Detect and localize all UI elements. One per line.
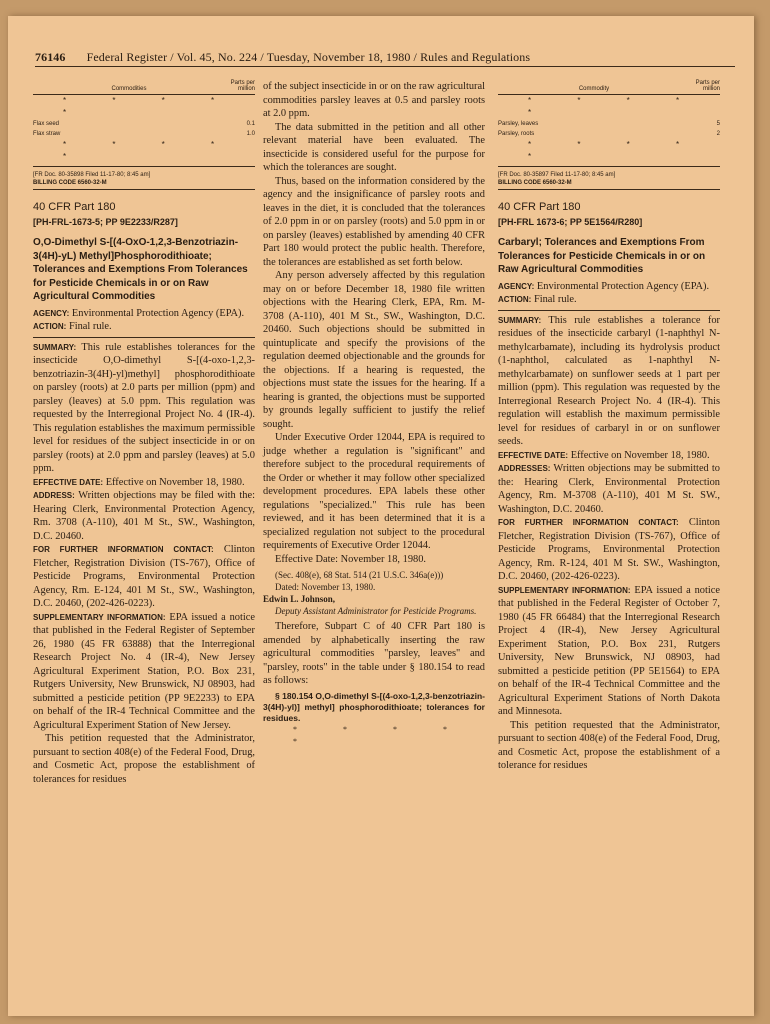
- effective-date-line: Effective Date: November 18, 1980.: [275, 553, 426, 565]
- effective-paragraph: [33, 476, 255, 490]
- table-row: [33, 119, 255, 129]
- section-heading: § 180.154 O,O-dimethyl S-[(4-oxo-1,2,3-benzotriazin-3(4H)-yl)] methyl] phosphorodithioate; tolerances for residues.: [263, 690, 485, 723]
- table-cell-commodity: Parsley, roots: [498, 131, 535, 137]
- table-ellipsis: * * * * *: [528, 140, 702, 161]
- agency-text: Environmental Protection Agency (EPA).: [71, 307, 245, 319]
- table-ellipsis: * * * * *: [63, 96, 237, 117]
- divider: [33, 166, 255, 167]
- supplementary-paragraph: [33, 611, 255, 733]
- statute-citation: (Sec. 408(e), 68 Stat. 514 (21 U.S.C. 346a(e))): [275, 570, 444, 580]
- summary-text: This rule establishes a tolerance for residues of the insecticide carbaryl (1-naphthyl N-methylcarbamate), including its hydrolysis product (1-naphthol, calculated as 1-naphthyl N-methylcarbamate) on sunflower seeds at 1 part per million (ppm). This regulation was requested by the Interregional Research Project No. 4 (IR-4). This regulation will establish the maximum permissible level for residues of carbaryl in or on sunflower seeds.: [498, 314, 720, 447]
- rule-title: O,O-Dimethyl S-[(4-OxO-1,2,3-Benzotriazin-3(4H)-yL) Methyl]Phosphorodithioate; Tolerances and Exemptions From Tolerances for Pesticide Chemicals in or on Raw Agricultural Commodities: [33, 237, 248, 302]
- agency-label: AGENCY:: [498, 281, 535, 291]
- table-row: [498, 129, 720, 139]
- action-label: ACTION:: [498, 295, 532, 304]
- supplementary-label: SUPPLEMENTARY INFORMATION:: [498, 585, 631, 595]
- effective-text: Effective on November 18, 1980.: [105, 476, 245, 488]
- action-paragraph: [33, 320, 255, 334]
- effective-label: EFFECTIVE DATE:: [498, 450, 569, 460]
- divider: [498, 189, 720, 190]
- signer-name: Edwin L. Johnson,: [263, 594, 336, 604]
- summary-text: This rule establishes tolerances for the insecticide O,O-dimethyl S-[(4-oxo-1,2,3-benzotriazin-3(4H)-yl)methyl] phosphorodithioate on parsley (roots) at 2.0 parts per million (ppm) and parsley (leaves) at 5.0 ppm. This regulation was requested by the Interregional Project No. 4 (IR-4). This regulation establishes the maximum permissible level for residues of the subject insecticide in or on parsley (roots) at 2.0 ppm and parsley (leaves) at 5.0 ppm.: [33, 341, 255, 474]
- body-paragraph: Any person adversely affected by this regulation may on or before December 18, 1980 file written objections with the Hearing Clerk, EPA, Rm. M-3708 (A-110), 401 M St., SW., Washington, D.C. 20460. Such objections should be submitted in quintuplicate and specify the provisions of the regulation deemed objectionable and the grounds for the objections. If a hearing is requested, the objections must state the issues for the hearing. If a hearing is granted, the objections must be supported by grounds legally sufficient to justify the relief sought.: [263, 270, 485, 430]
- summary-paragraph: [33, 341, 255, 476]
- agency-paragraph: [498, 280, 720, 294]
- body-paragraph: The data submitted in the petition and all other relevant material have been evaluated. The insecticide is considered useful for the purpose for which the tolerances are sought.: [263, 121, 485, 173]
- divider: [498, 310, 720, 311]
- summary-label: SUMMARY:: [33, 342, 77, 352]
- divider: [33, 337, 255, 338]
- action-text: Final rule.: [68, 321, 112, 332]
- table-header-ppm: Parts per million: [695, 80, 720, 92]
- page-number: 76146: [35, 50, 66, 64]
- table-cell-commodity: Parsley, leaves: [498, 121, 539, 127]
- table-header-ppm: Parts per million: [230, 80, 255, 92]
- address-paragraph: [33, 489, 255, 543]
- fr-doc-line: [FR Doc. 80-35898 Filed 11-17-80; 8:45 am]: [33, 172, 151, 178]
- rule-title: Carbaryl; Tolerances and Exemptions From Tolerances for Pesticide Chemicals in or on Raw Agricultural Commodities: [498, 237, 706, 275]
- petition-paragraph: This petition requested that the Administrator, pursuant to section 408(e) of the Federal Food, Drug, and Cosmetic Act, propose the establishment of tolerances for residues: [33, 733, 255, 785]
- summary-paragraph: [498, 314, 720, 449]
- table-header: [33, 80, 255, 95]
- table-row: [498, 119, 720, 129]
- table-ellipsis: * * * * *: [63, 140, 237, 161]
- agency-paragraph: [33, 307, 255, 321]
- summary-label: SUMMARY:: [498, 315, 542, 325]
- agency-label: AGENCY:: [33, 308, 70, 318]
- address-paragraph: [498, 462, 720, 516]
- table-header: [498, 80, 720, 95]
- further-info-paragraph: [33, 543, 255, 611]
- body-paragraph: Under Executive Order 12044, EPA is required to judge whether a regulation is "significant" and therefore subject to the procedural requirements of the Order or whether it may follow other specialized development procedures. EPA labels these other regulations "specialized." This rule has been reviewed, and it has been determined that it is a specialized regulation not subject to the procedural requirements of Executive Order 12044.: [263, 432, 485, 551]
- divider: [498, 166, 720, 167]
- supplementary-text: EPA issued a notice that published in the Federal Register of October 7, 1980 (45 FR 66484) that the Interregional Research Project 4 (IR-4), New Jersey Agricultural Experiment Station, P.O. Box 231, Rutgers University, New Brunswick, NJ 08903, had submitted a pesticide petition (PP 5E1564) to EPA on behalf of the IR-4 Technical Committee and the Agricultural Experiment Stations of North Dakota and Minnesota.: [498, 584, 720, 717]
- table-header-commodity: Commodity: [578, 86, 610, 92]
- effective-paragraph: [498, 449, 720, 463]
- body-paragraph: of the subject insecticide in or on the raw agricultural commodities parsley leaves at 0.5 and parsley roots at 2.0 ppm.: [263, 81, 485, 119]
- effective-label: EFFECTIVE DATE:: [33, 477, 104, 487]
- effective-text: Effective on November 18, 1980.: [570, 449, 710, 461]
- supplementary-text: EPA issued a notice that published in the Federal Register of September 26, 1980 (45 FR 63888) that the Interregional Research Project No. 4 (IR-4), New Jersey Agricultural Experiment Station, P.O. Box 231, Rutgers University, New Brunswick, NJ 08903, had submitted a pesticide petition (PP 9E2233) to EPA on behalf of the IR-4 Technical Committee and the Agricultural Experiment Station of New Jersey.: [33, 611, 255, 731]
- page-header: [35, 50, 735, 65]
- action-label: ACTION:: [33, 322, 67, 331]
- dated-line: Dated: November 13, 1980.: [275, 582, 376, 592]
- tolerance-table-2: [498, 80, 720, 163]
- further-info-paragraph: [498, 516, 720, 584]
- running-title: Federal Register / Vol. 45, No. 224 / Tuesday, November 18, 1980 / Rules and Regulations: [86, 50, 531, 64]
- tolerance-table-1: [33, 80, 255, 163]
- supplementary-label: SUPPLEMENTARY INFORMATION:: [33, 612, 166, 622]
- table-ellipsis: * * * * *: [528, 96, 702, 117]
- table-cell-ppm: 0.1: [246, 121, 255, 127]
- table-cell-commodity: Flax straw: [33, 131, 61, 137]
- amendment-paragraph: Therefore, Subpart C of 40 CFR Part 180 is amended by alphabetically inserting the raw agricultural commodities "parsley, leaves" and "parsley, roots" in the table under § 180.154 to read as follows:: [263, 621, 485, 686]
- address-text: Written objections may be submitted to the: Hearing Clerk, Environmental Protection Agency, Rm. M-3708 (A-110), 401 M St. SW., Washington, D.C. 20460.: [498, 463, 720, 515]
- action-paragraph: [498, 293, 720, 307]
- agency-text: Environmental Protection Agency (EPA).: [536, 280, 710, 292]
- column-2: [263, 80, 485, 748]
- action-text: Final rule.: [533, 294, 577, 305]
- address-label: ADDRESSES:: [498, 464, 551, 473]
- signer-title: Deputy Assistant Administrator for Pesticide Programs.: [275, 606, 477, 616]
- billing-code: BILLING CODE 6560-32-M: [33, 180, 107, 186]
- supplementary-paragraph: [498, 584, 720, 719]
- docket-number: [PH-FRL-1673-5; PP 9E2233/R287]: [33, 217, 178, 227]
- table-cell-commodity: Flax seed: [33, 121, 60, 127]
- further-info-label: FOR FURTHER INFORMATION CONTACT:: [33, 545, 214, 554]
- body-paragraph: Thus, based on the information considered by the agency and the insignificance of parsley roots and leaves in the diet, it is concluded that the tolerances of 2.0 ppm in or on parsley (roots) and 5.0 ppm in or on parsley (leaves) established by amending 40 CFR Part 180 would protect the public health. Therefore, the tolerances are established as set forth below.: [263, 175, 485, 268]
- cfr-part: 40 CFR Part 180: [33, 201, 116, 213]
- petition-paragraph: This petition requested that the Administrator, pursuant to section 408(e) of the Federal Food, Drug, and Cosmetic Act, propose the establishment of a tolerance for residues: [498, 719, 720, 771]
- table-cell-ppm: 1.0: [246, 131, 255, 137]
- table-row: [33, 129, 255, 139]
- further-info-label: FOR FURTHER INFORMATION CONTACT:: [498, 518, 679, 527]
- further-info-text: Clinton Fletcher, Registration Division (TS-767), Office of Pesticide Programs, Environmental Protection Agency, Rm. R-124, 401 M St. SW., Washington, D.C. 20460, (202-426-0223).: [498, 517, 720, 582]
- header-rule: [35, 66, 735, 67]
- table-header-commodity: Commodities: [111, 86, 147, 92]
- table-cell-ppm: 2: [716, 131, 720, 137]
- table-cell-ppm: 5: [716, 121, 720, 127]
- section-ellipsis: * * * * *: [293, 724, 469, 746]
- column-1: [33, 80, 255, 786]
- column-3: [498, 80, 720, 773]
- docket-number: [PH-FRL 1673-6; PP 5E1564/R280]: [498, 217, 643, 227]
- divider: [33, 189, 255, 190]
- billing-code: BILLING CODE 6560-32-M: [498, 180, 572, 186]
- address-text: Written objections may be filed with the: Hearing Clerk, Environmental Protection Agency, Rm. 3708 (A-110), 401 M St., SW., Washington, D.C. 20460.: [33, 490, 255, 542]
- further-info-text: Clinton Fletcher, Registration Division (TS-767), Office of Pesticide Programs, Environmental Protection Agency, Rm. E-124, 401 M St., SW., Washington, D.C. 20460, (202-426-0223).: [33, 544, 255, 609]
- cfr-part: 40 CFR Part 180: [498, 201, 581, 213]
- fr-doc-line: [FR Doc. 80-35897 Filed 11-17-80; 8:45 am]: [498, 172, 616, 178]
- address-label: ADDRESS:: [33, 491, 75, 500]
- document-page: [8, 16, 754, 1016]
